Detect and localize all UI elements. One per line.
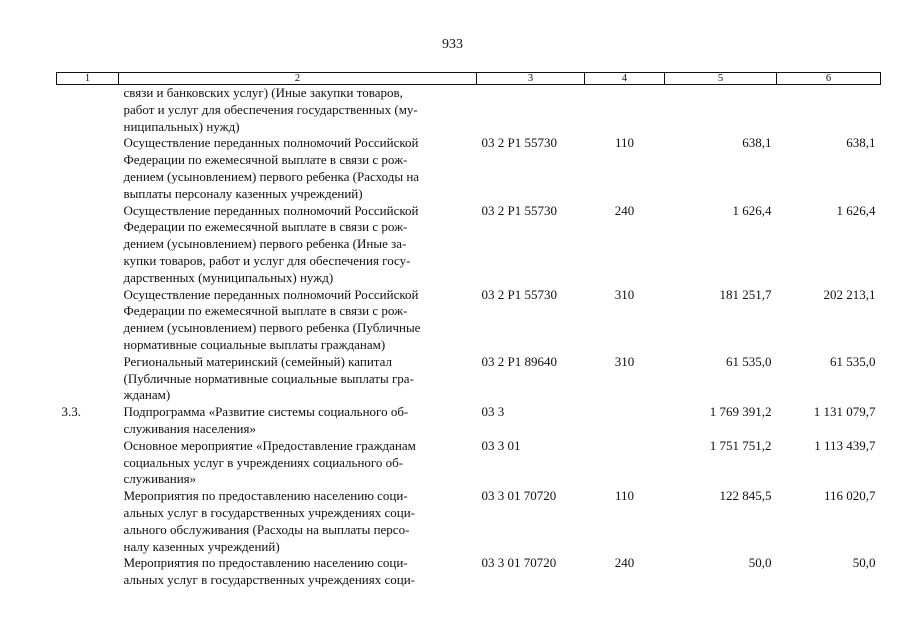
column-header: 5 — [665, 73, 777, 85]
page-number: 933 — [442, 37, 463, 52]
row-number — [57, 203, 119, 287]
amount-column-5: 181 251,7 — [719, 286, 772, 302]
expense-name: Подпрограмма «Развитие системы социального об- служивания населения» — [123, 404, 409, 436]
row-number: 3.3. — [61, 404, 81, 420]
target-article-code: 03 2 P1 89640 — [481, 353, 557, 369]
expense-kind-code: 240 — [614, 555, 635, 571]
expense-name: Осуществление переданных полномочий Российской Федерации по ежемесячной выплате в связи с рож- дением (усыновлением) первого ребенка (Иные за- купки товаров, работ и услуг для обеспечения госу- дарственных (муниципальных) нужд) — [123, 202, 419, 285]
expense-name: Осуществление переданных полномочий Российской Федерации по ежемесячной выплате в связи с рож- дением (усыновлением) первого ребенка (Публичные нормативные социальные выплаты гражданам) — [123, 286, 421, 352]
amount-column-6: 116 020,7 — [823, 488, 876, 504]
target-article-code: 03 3 01 — [481, 437, 521, 453]
amount-column-6: 1 626,4 — [836, 202, 876, 218]
expense-kind-code — [585, 85, 665, 136]
expense-name: Региональный материнский (семейный) капитал (Публичные нормативные социальные выплаты гра- жданам) — [123, 353, 414, 403]
table-row — [57, 354, 881, 404]
table-row — [57, 555, 881, 589]
table-row — [57, 488, 881, 555]
column-header: 4 — [585, 73, 665, 85]
target-article-code: 03 3 01 70720 — [481, 488, 557, 504]
amount-column-6: 202 213,1 — [823, 286, 876, 302]
expense-name: Осуществление переданных полномочий Российской Федерации по ежемесячной выплате в связи с рож- дением (усыновлением) первого ребенка (Расходы на выплаты персоналу казенных учреждений) — [123, 135, 420, 201]
column-header: 1 — [57, 73, 119, 85]
row-number — [57, 555, 119, 589]
row-number — [57, 135, 119, 202]
amount-column-5: 122 845,5 — [719, 488, 772, 504]
expense-kind-code: 110 — [614, 135, 635, 151]
row-number — [57, 85, 119, 136]
target-article-code: 03 2 P1 55730 — [481, 286, 557, 302]
amount-column-6: 638,1 — [846, 135, 876, 151]
amount-column-6: 1 131 079,7 — [813, 404, 876, 420]
target-article-code: 03 2 P1 55730 — [481, 135, 557, 151]
amount-column-6: 61 535,0 — [830, 353, 876, 369]
amount-column-5: 1 626,4 — [732, 202, 772, 218]
row-number — [57, 438, 119, 488]
expense-name: Мероприятия по предоставлению населению соци- альных услуг в государственных учреждениях соци- — [123, 555, 415, 588]
row-number — [57, 354, 119, 404]
column-header: 6 — [777, 73, 881, 85]
table-row — [57, 404, 881, 438]
table-row — [57, 438, 881, 488]
amount-column-5: 50,0 — [748, 555, 772, 571]
amount-column-5: 638,1 — [742, 135, 772, 151]
expense-kind-code: 240 — [614, 202, 635, 218]
column-header: 3 — [477, 73, 585, 85]
target-article-code: 03 3 — [481, 404, 505, 420]
expense-kind-code: 110 — [614, 488, 635, 504]
budget-table — [56, 72, 881, 589]
amount-column-5: 1 769 391,2 — [709, 404, 772, 420]
expense-name: Мероприятия по предоставлению населению соци- альных услуг в государственных учреждениях соци- ального обслуживания (Расходы на выплаты персо- налу казенных учреждений) — [123, 488, 415, 554]
table-header-row — [57, 73, 881, 85]
amount-column-6: 50,0 — [852, 555, 876, 571]
column-header: 2 — [119, 73, 477, 85]
expense-kind-code: 310 — [614, 286, 635, 302]
row-number — [57, 488, 119, 555]
expense-name: Основное мероприятие «Предоставление гражданам социальных услуг в учреждениях социального об- служивания» — [123, 437, 416, 487]
target-article-code — [477, 85, 585, 136]
expense-kind-code: 310 — [614, 353, 635, 369]
amount-column-5: 61 535,0 — [726, 353, 772, 369]
amount-column-5 — [665, 85, 777, 136]
table-row — [57, 85, 881, 136]
target-article-code: 03 2 P1 55730 — [481, 202, 557, 218]
table-row — [57, 203, 881, 287]
table-row — [57, 135, 881, 202]
amount-column-5: 1 751 751,2 — [709, 437, 772, 453]
amount-column-6 — [777, 85, 881, 136]
target-article-code: 03 3 01 70720 — [481, 555, 557, 571]
expense-kind-code — [585, 438, 665, 488]
row-number — [57, 287, 119, 354]
table-row — [57, 287, 881, 354]
amount-column-6: 1 113 439,7 — [814, 437, 876, 453]
expense-name: связи и банковских услуг) (Иные закупки товаров, работ и услуг для обеспечения государственных (му- ниципальных) нужд) — [123, 85, 418, 134]
expense-kind-code — [585, 404, 665, 438]
